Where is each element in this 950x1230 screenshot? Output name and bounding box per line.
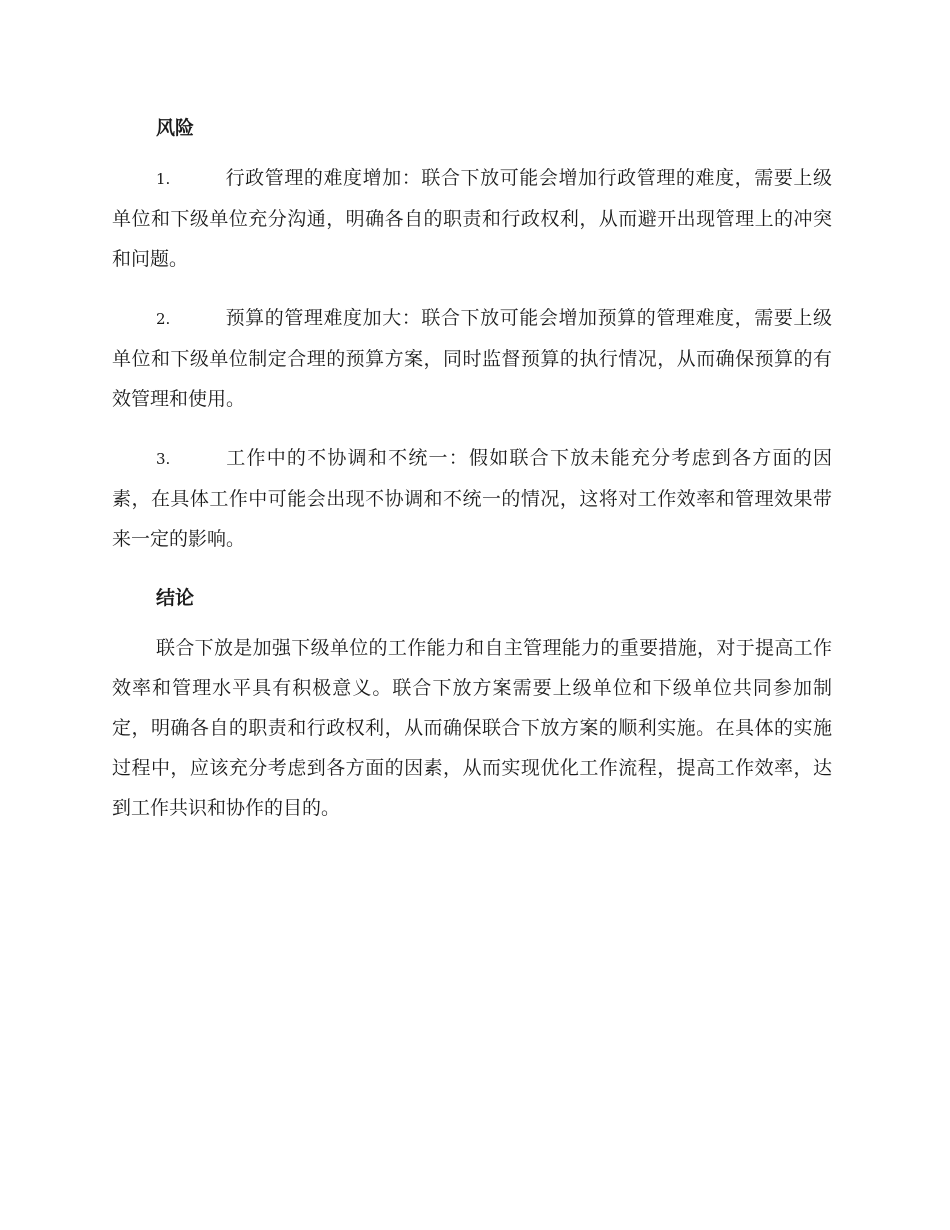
risk-item-2: [112, 298, 832, 419]
risk-item-1: [112, 158, 832, 279]
risks-heading: 风险: [156, 117, 195, 139]
document-page: [112, 108, 832, 828]
conclusion-heading: 结论: [156, 587, 195, 609]
risk-item-text: 预算的管理难度加大：联合下放可能会增加预算的管理难度，需要上级单位和下级单位制定合理的预算方案，同时监督预算的执行情况，从而确保预算的有效管理和使用。: [112, 307, 832, 410]
risk-item-text: 工作中的不协调和不统一：假如联合下放未能充分考虑到各方面的因素，在具体工作中可能会出现不协调和不统一的情况，这将对工作效率和管理效果带来一定的影响。: [112, 447, 832, 550]
risk-item-3: [112, 438, 832, 559]
risk-item-text: 行政管理的难度增加：联合下放可能会增加行政管理的难度，需要上级单位和下级单位充分沟通，明确各自的职责和行政权利，从而避开出现管理上的冲突和问题。: [112, 167, 832, 270]
list-number: 3.: [156, 450, 171, 468]
list-number: 1.: [156, 170, 171, 188]
conclusion-paragraph: 联合下放是加强下级单位的工作能力和自主管理能力的重要措施，对于提高工作效率和管理水平具有积极意义。联合下放方案需要上级单位和下级单位共同参加制定，明确各自的职责和行政权利，从而确保联合下放方案的顺利实施。在具体的实施过程中，应该充分考虑到各方面的因素，从而实现优化工作流程，提高工作效率，达到工作共识和协作的目的。: [112, 637, 832, 819]
list-number: 2.: [156, 310, 171, 328]
